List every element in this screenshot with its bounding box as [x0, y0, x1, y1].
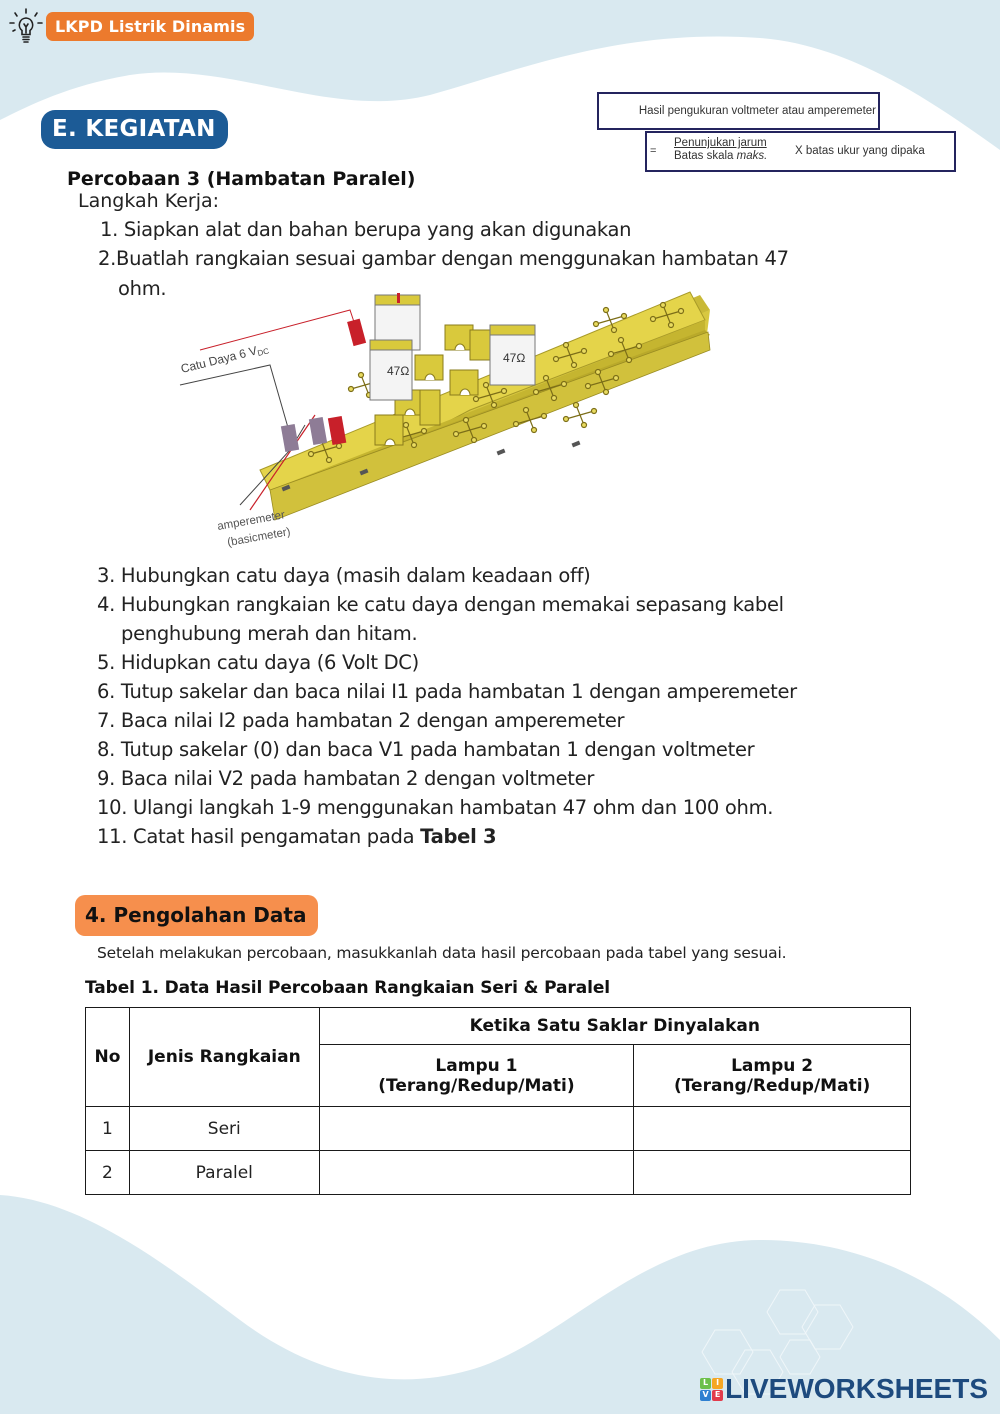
- svg-text:Catu Daya 6 VDC: Catu Daya 6 VDC: [179, 343, 270, 376]
- table-row: [86, 1151, 911, 1195]
- table-reference: Tabel 3: [420, 825, 497, 848]
- step-4-cont: penghubung merah dan hitam.: [121, 622, 418, 645]
- cell-type: Paralel: [129, 1151, 319, 1195]
- step-10: 10. Ulangi langkah 1-9 menggunakan hambatan 47 ohm dan 100 ohm.: [97, 796, 774, 819]
- step-6: 6. Tutup sakelar dan baca nilai I1 pada hambatan 1 dengan amperemeter: [97, 680, 797, 703]
- formula-multiplier: X batas ukur yang dipaka: [795, 145, 925, 157]
- col-header-no: No: [86, 1008, 130, 1107]
- experiment-title: Percobaan 3 (Hambatan Paralel): [67, 168, 416, 190]
- formula-equals: =: [650, 145, 657, 157]
- table-header-row: [86, 1008, 911, 1045]
- processing-instruction: Setelah melakukan percobaan, masukkanlah data hasil percobaan pada tabel yang sesuai.: [97, 944, 787, 962]
- section-title: E. KEGIATAN: [41, 110, 228, 149]
- svg-text:47Ω: 47Ω: [503, 351, 526, 365]
- table-caption: Tabel 1. Data Hasil Percobaan Rangkaian Seri & Paralel: [85, 978, 610, 998]
- formula-fraction: [674, 137, 767, 163]
- cell-type: Seri: [129, 1107, 319, 1151]
- steps-label: Langkah Kerja:: [78, 190, 220, 212]
- svg-text:amperemeter: amperemeter: [216, 509, 286, 533]
- step-2: 2.Buatlah rangkaian sesuai gambar dengan menggunakan hambatan 47: [98, 247, 789, 270]
- results-table: [85, 1007, 911, 1195]
- step-1: 1. Siapkan alat dan bahan berupa yang akan digunakan: [100, 218, 632, 241]
- formula-result-text: Hasil pengukuran voltmeter atau amperemeter: [638, 105, 876, 117]
- formula-box-result: [597, 92, 880, 130]
- cell-no: 2: [86, 1151, 130, 1195]
- step-4: 4. Hubungkan rangkaian ke catu daya dengan memakai sepasang kabel: [97, 593, 784, 616]
- header-title: LKPD Listrik Dinamis: [46, 12, 254, 41]
- svg-text:47Ω: 47Ω: [387, 364, 410, 378]
- logo-text: LIVEWORKSHEETS: [725, 1373, 988, 1404]
- step-9: 9. Baca nilai V2 pada hambatan 2 dengan voltmeter: [97, 767, 595, 790]
- logo-squares-icon: L I V E: [700, 1378, 723, 1401]
- liveworksheets-logo[interactable]: [700, 1373, 988, 1405]
- col-header-lampu2: Lampu 2 (Terang/Redup/Mati): [634, 1045, 911, 1107]
- step-5: 5. Hidupkan catu daya (6 Volt DC): [97, 651, 419, 674]
- header-tag: [6, 6, 254, 46]
- col-header-type: Jenis Rangkaian: [129, 1008, 319, 1107]
- formula-numerator: Penunjukan jarum: [674, 137, 767, 149]
- step-2-cont: ohm.: [118, 277, 167, 300]
- cell-lampu1-input[interactable]: [319, 1151, 634, 1195]
- formula-denominator: Batas skala maks.: [674, 150, 768, 162]
- cell-no: 1: [86, 1107, 130, 1151]
- cell-lampu1-input[interactable]: [319, 1107, 634, 1151]
- step-8: 8. Tutup sakelar (0) dan baca V1 pada hambatan 1 dengan voltmeter: [97, 738, 755, 761]
- col-header-group: Ketika Satu Saklar Dinyalakan: [319, 1008, 910, 1045]
- step-11: 11. Catat hasil pengamatan pada Tabel 3: [97, 825, 497, 848]
- col-header-lampu1: Lampu 1 (Terang/Redup/Mati): [319, 1045, 634, 1107]
- section-processing-title: 4. Pengolahan Data: [75, 895, 318, 936]
- circuit-board-figure: [170, 290, 720, 560]
- svg-text:(basicmeter): (basicmeter): [226, 526, 292, 549]
- step-3: 3. Hubungkan catu daya (masih dalam keadaan off): [97, 564, 591, 587]
- cell-lampu2-input[interactable]: [634, 1151, 911, 1195]
- step-7: 7. Baca nilai I2 pada hambatan 2 dengan amperemeter: [97, 709, 625, 732]
- lightbulb-icon: [6, 6, 46, 46]
- table-row: [86, 1107, 911, 1151]
- formula-box-calc: [645, 131, 956, 172]
- cell-lampu2-input[interactable]: [634, 1107, 911, 1151]
